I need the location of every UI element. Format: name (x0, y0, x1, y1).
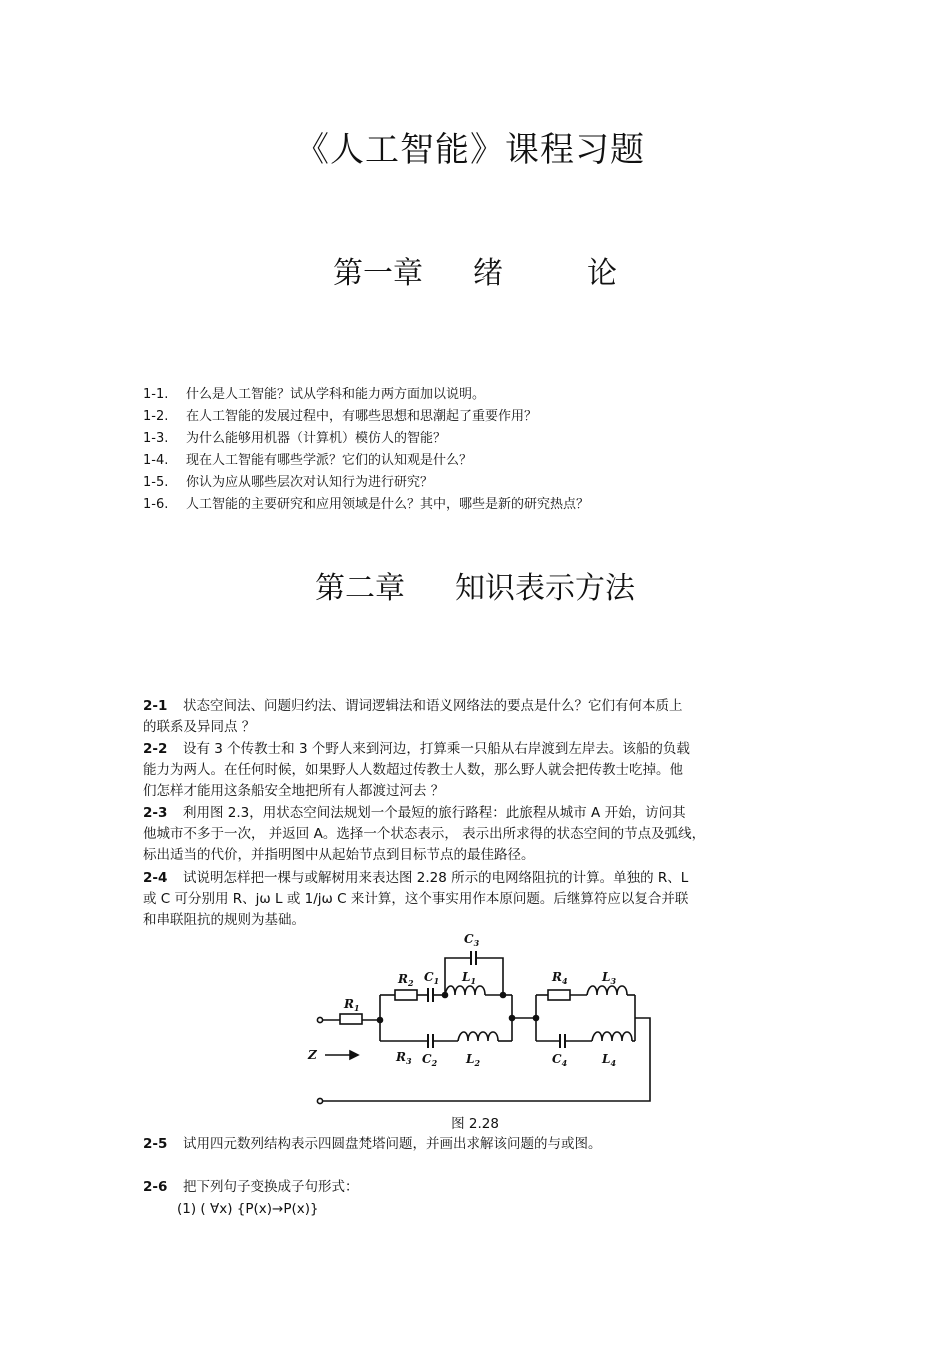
question-line: 能力为两人。在任何时候，如果野人人数超过传教士人数，那么野人就会把传教士吃掉。他 (143, 762, 683, 778)
question-2-4 (143, 868, 833, 931)
resistor-r1 (340, 1014, 362, 1024)
label-l1: $L_1$ (462, 970, 477, 986)
question-line: 试说明怎样把一棵与或解树用来表达图 2.28 所示的电网络阻抗的计算。单独的 R、L (183, 870, 689, 886)
question-1-5 (143, 471, 433, 490)
question-1-4 (143, 449, 472, 468)
question-number: 2-3 (143, 805, 168, 821)
question-1-6 (143, 493, 589, 512)
question-text: 现在人工智能有哪些学派？它们的认知观是什么？ (186, 453, 473, 468)
question-number: 1-4. (143, 453, 169, 468)
question-line: 状态空间法、问题归约法、谓词逻辑法和语义网络法的要点是什么？它们有何本质上 (183, 698, 683, 714)
inductor-l3 (587, 986, 627, 995)
question-text: 为什么能够用机器（计算机）模仿人的智能？ (186, 431, 447, 446)
question-line: 的联系及异同点 ？ (143, 719, 256, 735)
circuit-diagram (300, 925, 670, 1110)
question-2-3 (143, 803, 833, 866)
question-2-5 (143, 1134, 833, 1155)
question-2-2 (143, 739, 833, 802)
figure-caption: 图 2.28 (451, 1116, 499, 1132)
inductor-l1 (445, 986, 485, 995)
question-1-3 (143, 427, 446, 446)
label-c4: $C_4$ (552, 1052, 568, 1068)
question-text: 什么是人工智能？试从学科和能力两方面加以说明。 (186, 387, 486, 402)
question-line: 设有 3 个传教士和 3 个野人来到河边，打算乘一只船从右岸渡到左岸去。该船的负载 (183, 741, 690, 757)
question-1-2 (143, 405, 537, 424)
chapter-1-name-a: 绪 (473, 256, 503, 291)
label-r2: $R_2$ (398, 972, 414, 988)
question-text: 在人工智能的发展过程中，有哪些思想和思潮起了重要作用？ (186, 409, 538, 424)
question-line: 标出适当的代价，并指明图中从起始节点到目标节点的最佳路径。 (143, 847, 535, 863)
chapter-1-label: 第一章 (333, 256, 423, 291)
question-text: 你认为应从哪些层次对认知行为进行研究？ (186, 475, 434, 490)
label-c1: $C_1$ (424, 970, 440, 986)
question-number: 2-4 (143, 870, 168, 886)
question-number: 2-2 (143, 741, 168, 757)
label-r1: $R_1$ (344, 997, 360, 1013)
document-title: 《人工智能》课程习题 (295, 130, 645, 170)
label-r3: $R_3$ (396, 1050, 412, 1066)
wire (323, 1018, 650, 1101)
inductor-l2 (458, 1032, 498, 1041)
question-text: 把下列句子变换成子句形式： (183, 1179, 359, 1195)
label-l3: $L_3$ (602, 970, 617, 986)
resistor-r2 (395, 990, 417, 1000)
question-2-6-item-1: (1) ( ∀x) {P(x)→P(x)} (177, 1201, 319, 1217)
question-number: 2-6 (143, 1179, 168, 1195)
question-line: 们怎样才能用这条船安全地把所有人都渡过河去 ？ (143, 783, 445, 799)
question-1-1 (143, 383, 485, 402)
label-c2: $C_2$ (422, 1052, 438, 1068)
chapter-2-name: 知识表示方法 (455, 571, 635, 606)
question-2-1 (143, 696, 833, 738)
arrow-head-icon (350, 1051, 358, 1059)
question-2-6 (143, 1177, 833, 1198)
label-r4: $R_4$ (552, 970, 568, 986)
input-terminal-bottom (317, 1098, 322, 1103)
question-line: 和串联阻抗的规则为基础。 (143, 912, 305, 928)
chapter-1-heading (0, 248, 950, 292)
label-l4: $L_4$ (602, 1052, 617, 1068)
question-number: 1-2. (143, 409, 169, 424)
chapter-2-heading (0, 563, 950, 607)
question-line: 他城市不多于一次， 并返回 A。选择一个状态表示， 表示出所求得的状态空间的节点及弧线， (143, 826, 706, 842)
inductor-l4 (592, 1032, 632, 1041)
label-c3: $C_3$ (464, 932, 480, 948)
chapter-2-label: 第二章 (315, 571, 405, 606)
question-line: 利用图 2.3，用状态空间法规划一个最短的旅行路程：此旅程从城市 A 开始，访问其 (183, 805, 686, 821)
question-number: 1-1. (143, 387, 169, 402)
question-text: 人工智能的主要研究和应用领域是什么？其中，哪些是新的研究热点？ (186, 497, 590, 512)
label-z: Z (308, 1048, 317, 1062)
question-text: 试用四元数列结构表示四圆盘梵塔问题，并画出求解该问题的与或图。 (183, 1136, 602, 1152)
question-number: 1-6. (143, 497, 169, 512)
question-number: 1-5. (143, 475, 169, 490)
label-l2: $L_2$ (466, 1052, 481, 1068)
wire (476, 958, 503, 995)
question-number: 1-3. (143, 431, 169, 446)
resistor-r4 (548, 990, 570, 1000)
input-terminal-top (317, 1017, 322, 1022)
question-number: 2-5 (143, 1136, 168, 1152)
chapter-1-name-b: 论 (587, 256, 617, 291)
node (510, 1016, 515, 1021)
question-line: 或 C 可分别用 R、jω L 或 1/jω C 来计算，这个事实用作本原问题。后继算符应以复合并联 (143, 891, 689, 907)
question-number: 2-1 (143, 698, 168, 714)
